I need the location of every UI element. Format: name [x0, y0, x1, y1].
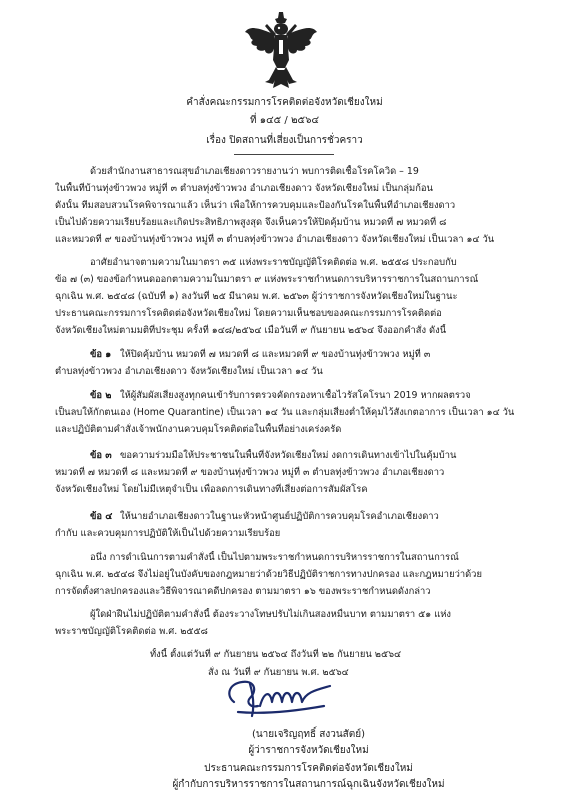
- signature-icon: [220, 672, 342, 722]
- paragraph-3-line: อนึ่ง การดำเนินการตามคำสั่งนี้ เป็นไปตามพระราชกำหนดการบริหารราชการในสถานการณ์: [90, 552, 459, 563]
- paragraph-1-line: และหมวดที่ ๙ ของบ้านทุ่งข้าวพวง หมู่ที่ ๓ ตำบลทุ่งข้าวพวง อำเภอเชียงดาว จังหวัดเชียงใหม่ เป็นเวลา ๑๔ วัน: [55, 234, 495, 245]
- clause-1-line: ตำบลทุ่งข้าวพวง อำเภอเชียงดาว จังหวัดเชียงใหม่ เป็นเวลา ๑๔ วัน: [55, 366, 323, 377]
- header-divider: [234, 154, 334, 155]
- signer-position-3: ผู้กำกับการบริหารราชการในสถานการณ์ฉุกเฉินจังหวัดเชียงใหม่: [172, 779, 445, 790]
- paragraph-1-line: ด้วยสำนักงานสาธารณสุขอำเภอเชียงดาวรายงานว่า พบการติดเชื้อโรคโควิด – 19: [90, 166, 419, 177]
- clause-1-label: ข้อ ๑: [90, 349, 112, 360]
- signer-position-2: ประธานคณะกรรมการโรคติดต่อจังหวัดเชียงใหม่: [204, 763, 413, 774]
- order-subject: เรื่อง ปิดสถานที่เสี่ยงเป็นการชั่วคราว: [206, 135, 363, 146]
- signer-position-1: ผู้ว่าราชการจังหวัดเชียงใหม่: [248, 745, 369, 756]
- order-date: สั่ง ณ วันที่ ๙ กันยายน พ.ศ. ๒๕๖๔: [208, 667, 349, 678]
- paragraph-2-line: อาศัยอำนาจตามความในมาตรา ๓๕ แห่งพระราชบัญญัติโรคติดต่อ พ.ศ. ๒๕๕๘ ประกอบกับ: [90, 257, 457, 268]
- paragraph-4-line: พระราชบัญญัติโรคติดต่อ พ.ศ. ๒๕๕๘: [55, 626, 208, 637]
- paragraph-2-line: ประธานคณะกรรมการโรคติดต่อจังหวัดเชียงใหม่ โดยความเห็นชอบของคณะกรรมการโรคติดต่อ: [55, 308, 442, 319]
- paragraph-2-line: ข้อ ๗ (๓) ของข้อกำหนดออกตามความในมาตรา ๙ แห่งพระราชกำหนดการบริหารราชการในสถานการณ์: [55, 274, 479, 285]
- clause-2-line: และปฏิบัติตามคำสั่งเจ้าพนักงานควบคุมโรคติดต่อในพื้นที่อย่างเคร่งครัด: [55, 424, 342, 435]
- paragraph-1-line: ดังนั้น ทีมสอบสวนโรคพิจารณาแล้ว เห็นว่า เพื่อให้การควบคุมและป้องกันโรคในพื้นที่อำเภอเชียงดาว: [55, 200, 456, 211]
- clause-1-line: ให้ปิดคุ้มบ้าน หมวดที่ ๗ หมวดที่ ๘ และหมวดที่ ๙ ของบ้านทุ่งข้าวพวง หมู่ที่ ๓: [120, 349, 431, 360]
- signer-name: (นายเจริญฤทธิ์ สงวนสัตย์): [251, 729, 366, 740]
- clause-4-line: ให้นายอำเภอเชียงดาวในฐานะหัวหน้าศูนย์ปฏิบัติการควบคุมโรคอำเภอเชียงดาว: [120, 511, 439, 522]
- effective-period: ทั้งนี้ ตั้งแต่วันที่ ๙ กันยายน ๒๕๖๔ ถึงวันที่ ๒๒ กันยายน ๒๕๖๔: [150, 649, 402, 660]
- clause-4-label: ข้อ ๔: [90, 511, 113, 522]
- garuda-emblem-icon: [243, 10, 319, 90]
- paragraph-3-line: ฉุกเฉิน พ.ศ. ๒๕๔๘ จึงไม่อยู่ในบังคับของกฎหมายว่าด้วยวิธีปฏิบัติราชการทางปกครอง และกฎหมายว่าด้วย: [55, 569, 482, 580]
- clause-2-line: ให้ผู้สัมผัสเสี่ยงสูงทุกคนเข้ารับการตรวจคัดกรองหาเชื้อไวรัสโคโรนา 2019 หากผลตรวจ: [120, 390, 471, 401]
- clause-3-label: ข้อ ๓: [90, 450, 112, 461]
- paragraph-1-line: ในพื้นที่บ้านทุ่งข้าวพวง หมู่ที่ ๓ ตำบลทุ่งข้าวพวง อำเภอเชียงดาว จังหวัดเชียงใหม่ เป็นกลุ่มก้อน: [55, 183, 433, 194]
- paragraph-1-line: เป็นไปด้วยความเรียบร้อยและเกิดประสิทธิภาพสูงสุด จึงเห็นควรให้ปิดคุ้มบ้าน หมวดที่ ๗ หมวดที่ ๘: [55, 217, 447, 228]
- order-title: คำสั่งคณะกรรมการโรคติดต่อจังหวัดเชียงใหม่: [186, 97, 383, 108]
- paragraph-2-line: จังหวัดเชียงใหม่ตามมติที่ประชุม ครั้งที่ ๑๔๘/๒๕๖๔ เมื่อวันที่ ๙ กันยายน ๒๕๖๔ จึงออกคำสั่ง ดังนี้: [55, 325, 447, 336]
- clause-3-line: จังหวัดเชียงใหม่ โดยไม่มีเหตุจำเป็น เพื่อลดการเดินทางที่เสี่ยงต่อการสัมผัสโรค: [55, 484, 368, 495]
- order-number: ที่ ๑๔๕ / ๒๕๖๔: [249, 115, 320, 126]
- paragraph-3-line: การจัดตั้งศาลปกครองและวิธีพิจารณาคดีปกครอง ตามมาตรา ๑๖ ของพระราชกำหนดดังกล่าว: [55, 586, 431, 597]
- clause-2-line: เป็นลบให้กักตนเอง (Home Quarantine) เป็นเวลา ๑๔ วัน และกลุ่มเสี่ยงต่ำให้คุมไว้สังเกตอาการ เป็นเวลา ๑๔ วัน: [55, 407, 515, 418]
- paragraph-2-line: ฉุกเฉิน พ.ศ. ๒๕๔๘ (ฉบับที่ ๑) ลงวันที่ ๒๕ มีนาคม พ.ศ. ๒๕๖๓ ผู้ว่าราชการจังหวัดเชียงใหม่ในฐานะ: [55, 291, 458, 302]
- clause-2-label: ข้อ ๒: [90, 390, 112, 401]
- paragraph-4-line: ผู้ใดฝ่าฝืนไม่ปฏิบัติตามคำสั่งนี้ ต้องระวางโทษปรับไม่เกินสองหมื่นบาท ตามมาตรา ๕๑ แห่ง: [90, 609, 451, 620]
- clause-4-line: กำกับ และควบคุมการปฏิบัติให้เป็นไปด้วยความเรียบร้อย: [55, 528, 281, 539]
- clause-3-line: ขอความร่วมมือให้ประชาชนในพื้นที่จังหวัดเชียงใหม่ งดการเดินทางเข้าไปในคุ้มบ้าน: [120, 450, 457, 461]
- clause-3-line: หมวดที่ ๗ หมวดที่ ๘ และหมวดที่ ๙ ของบ้านทุ่งข้าวพวง หมู่ที่ ๓ ตำบลทุ่งข้าวพวง อำเภอเชียงดาว: [55, 467, 445, 478]
